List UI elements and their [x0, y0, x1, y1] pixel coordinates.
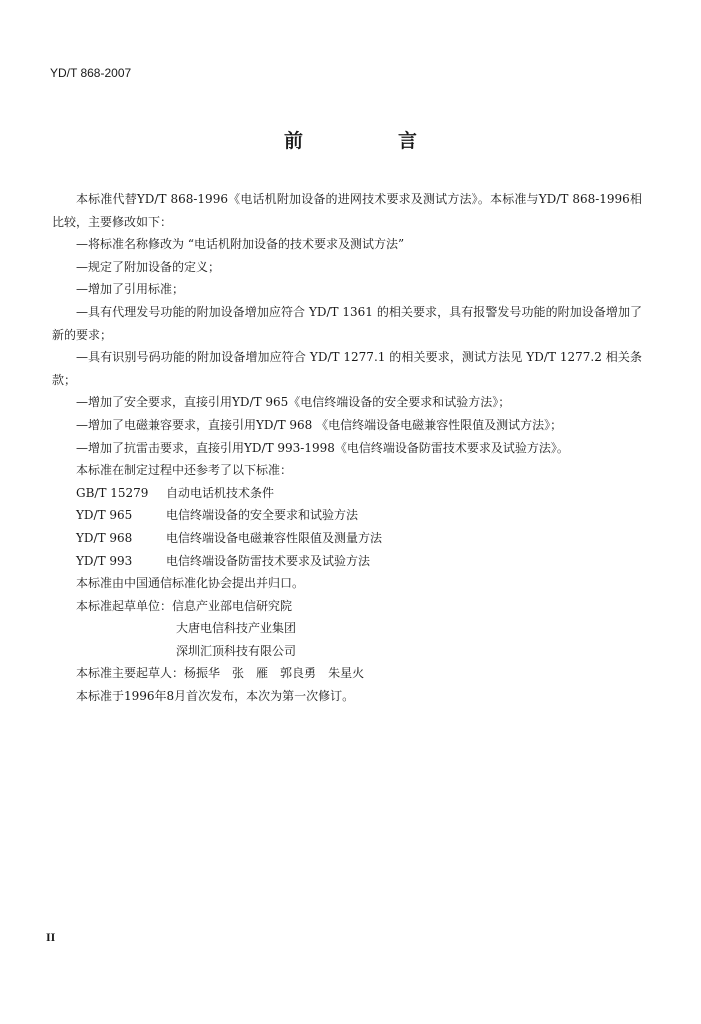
- reference-code: YD/T 968: [76, 530, 133, 545]
- drafting-unit: 深圳汇顶科技有限公司: [176, 643, 297, 658]
- drafting-units: [52, 595, 642, 618]
- drafters: [52, 662, 642, 685]
- document-number: YD/T 868-2007: [50, 66, 132, 80]
- references-intro: 本标准在制定过程中还参考了以下标准：: [76, 463, 293, 478]
- drafting-unit: 大唐电信科技产业集团: [176, 621, 297, 636]
- drafting-unit: 信息产业部电信研究院: [172, 598, 293, 613]
- drafting-units-label: 本标准起草单位：: [76, 598, 173, 613]
- change-item: —增加了电磁兼容要求，直接引用YD/T 968 《电信终端设备电磁兼容性限值及测试方法》；: [76, 417, 563, 432]
- drafter-name: 张 雁: [232, 666, 269, 681]
- drafter-name: 杨振华: [184, 666, 221, 681]
- change-item: —规定了附加设备的定义；: [76, 259, 221, 274]
- intro-paragraph: 本标准代替YD/T 868-1996《电话机附加设备的进网技术要求及测试方法》。本标准与YD/T 868-1996相比较，主要修改如下：: [52, 192, 642, 229]
- reference-code: YD/T 965: [76, 508, 133, 523]
- reference-code: GB/T 15279: [76, 485, 149, 500]
- page-title: 前 言: [283, 130, 455, 152]
- change-item: —增加了引用标准；: [76, 282, 185, 297]
- drafter-name: 朱星火: [328, 666, 365, 681]
- reference-row: [52, 504, 642, 527]
- reference-title: 电信终端设备的安全要求和试验方法: [166, 508, 359, 523]
- reference-row: [52, 550, 642, 573]
- change-item: —增加了安全要求，直接引用YD/T 965《电信终端设备的安全要求和试验方法》；: [76, 395, 511, 410]
- publication-history: 本标准于1996年8月首次发布，本次为第一次修订。: [76, 689, 355, 704]
- change-item: —将标准名称修改为 “电话机附加设备的技术要求及测试方法”: [76, 237, 405, 252]
- reference-code: YD/T 993: [76, 553, 133, 568]
- reference-title: 电信终端设备电磁兼容性限值及测量方法: [166, 530, 383, 545]
- drafters-label: 本标准主要起草人：: [76, 666, 185, 681]
- reference-title: 电信终端设备防雷技术要求及试验方法: [166, 553, 371, 568]
- proposed-by: 本标准由中国通信标准化协会提出并归口。: [76, 576, 305, 591]
- foreword-body: [52, 188, 642, 708]
- page-number: II: [46, 930, 56, 944]
- change-item: —具有识别号码功能的附加设备增加应符合 YD/T 1277.1 的相关要求，测试方法见 YD/T 1277.2 相关条款；: [52, 350, 642, 387]
- reference-row: [52, 527, 642, 550]
- reference-title: 自动电话机技术条件: [166, 485, 275, 500]
- change-item: —具有代理发号功能的附加设备增加应符合 YD/T 1361 的相关要求，具有报警发号功能的附加设备增加了新的要求；: [52, 304, 642, 342]
- change-item: —增加了抗雷击要求，直接引用YD/T 993-1998《电信终端设备防雷技术要求及试验方法》。: [76, 440, 569, 455]
- drafter-name: 郭良勇: [280, 666, 317, 681]
- reference-row: [52, 482, 642, 505]
